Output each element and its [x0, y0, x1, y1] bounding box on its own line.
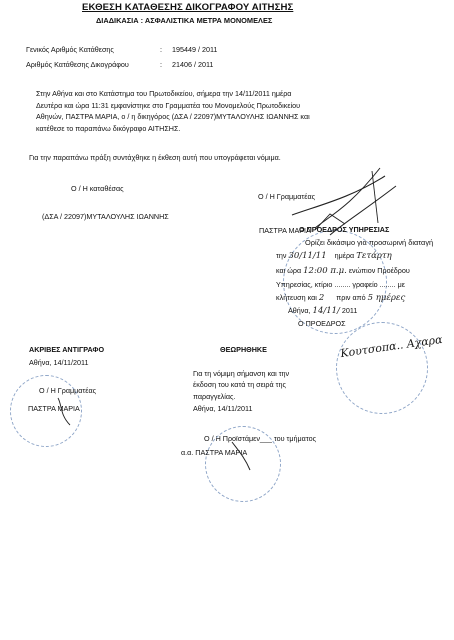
paragraph-line-4: κατέθεσε το παραπάνω δικόγραφο ΑΙΤΗΣΗΣ.: [36, 124, 181, 133]
order-sign-city: Αθήνα,: [288, 306, 311, 315]
deposit-number-label: Αριθμός Κατάθεσης Δικογράφου: [26, 60, 129, 69]
general-number-value: 195449 / 2011: [172, 45, 218, 54]
paragraph-line-1: Στην Αθήνα και στο Κατάστημα του Πρωτοδικείου, σήμερα την 14/11/2011 ημέρα: [36, 89, 292, 98]
clerk-name: ΠΑΣΤΡΑ ΜΑΡΙΑ: [259, 226, 311, 235]
order-time-suffix: ενώπιον Προέδρου: [348, 266, 410, 275]
document-title: ΕΚΘΕΣΗ ΚΑΤΑΘΕΣΗΣ ΔΙΚΟΓΡΑΦΟΥ ΑΙΤΗΣΗΣ: [82, 2, 294, 13]
order-heading: Ο ΠΡΟΕΔΡΟΣ ΥΠΗΡΕΣΙΑΣ: [299, 225, 390, 234]
order-summons-value: 2: [318, 293, 325, 303]
order-line-4: Υπηρεσίας, κτίριο ........ γραφείο ........ με: [276, 280, 405, 289]
order-day: Τετάρτη: [356, 251, 392, 261]
approved-date: Αθήνα, 14/11/2011: [193, 404, 253, 413]
certified-clerk-label: Ο / Η Γραμματέας: [39, 386, 97, 395]
procedure-label: ΔΙΑΔΙΚΑΣΙΑ :: [96, 16, 144, 25]
order-summons-mid: πριν από: [336, 293, 366, 302]
clerk-label: Ο / Η Γραμματέας: [258, 192, 316, 201]
order-line-1: Ορίζει δικάσιμο για προσωρινή διαταγή: [305, 238, 434, 247]
order-time: 12:00 π.μ.: [303, 266, 347, 276]
deposit-number-colon: :: [160, 60, 162, 69]
order-summons-days: 5 ημέρες: [367, 293, 406, 303]
handwritten-signature: Κουτσοπα.. Αχαρα: [339, 332, 444, 361]
approved-line-2: έκδοση του κατά τη σειρά της: [193, 380, 286, 389]
paragraph-line-3: Αθηνών, ΠΑΣΤΡΑ ΜΑΡΙΑ, ο / η δικηγόρος (ΔΣΑ / 22097)ΜΥΤΑΛΟΥΛΗΣ ΙΩΑΝΝΗΣ και: [36, 112, 310, 121]
approved-head-name: α.α. ΠΑΣΤΡΑ ΜΑΡΙΑ: [181, 448, 248, 457]
certified-clerk-name: ΠΑΣΤΡΑ ΜΑΡΙΑ: [28, 404, 80, 413]
order-date: 30/11/11: [288, 251, 327, 261]
depositor-name: (ΔΣΑ / 22097)ΜΥΤΑΛΟΥΛΗΣ ΙΩΑΝΝΗΣ: [42, 212, 169, 221]
approved-heading: ΘΕΩΡΗΘΗΚΕ: [220, 345, 267, 354]
order-time-prefix: και ώρα: [276, 266, 302, 275]
approved-line-3: παραγγελίας.: [193, 392, 236, 401]
paragraph-line-2: Δευτέρα και ώρα 11:31 εμφανίστηκε στο Γραμματέα του Μονομελούς Πρωτοδικείου: [36, 101, 301, 110]
order-sign-year: 2011: [341, 306, 358, 315]
general-number-colon: :: [160, 45, 162, 54]
depositor-label: Ο / Η καταθέσας: [71, 184, 124, 193]
order-line-7: Ο ΠΡΟΕΔΡΟΣ: [298, 319, 346, 328]
approved-line-1: Για τη νόμιμη σήμανση και την: [193, 369, 290, 378]
certified-date: Αθήνα, 14/11/2011: [29, 358, 89, 367]
order-day-label: ημέρα: [334, 251, 355, 260]
deposit-number-value: 21406 / 2011: [172, 60, 214, 69]
general-number-label: Γενικός Αριθμός Κατάθεσης: [26, 45, 114, 54]
certified-heading: ΑΚΡΙΒΕΣ ΑΝΤΙΓΡΑΦΟ: [29, 345, 105, 354]
closing-text: Για την παραπάνω πράξη συντάχθηκε η έκθεση αυτή που υπογράφεται νόμιμα.: [29, 153, 281, 162]
approved-head-label: Ο / Η Προϊστάμεν___ του τμήματος: [204, 434, 317, 443]
order-summons-prefix: κλήτευση και: [276, 293, 317, 302]
order-sign-date: 14/11/: [312, 306, 340, 316]
procedure-value: ΑΣΦΑΛΙΣΤΙΚΑ ΜΕΤΡΑ ΜΟΝΟΜΕΛΕΣ: [144, 16, 273, 25]
order-date-prefix: την: [276, 251, 287, 260]
